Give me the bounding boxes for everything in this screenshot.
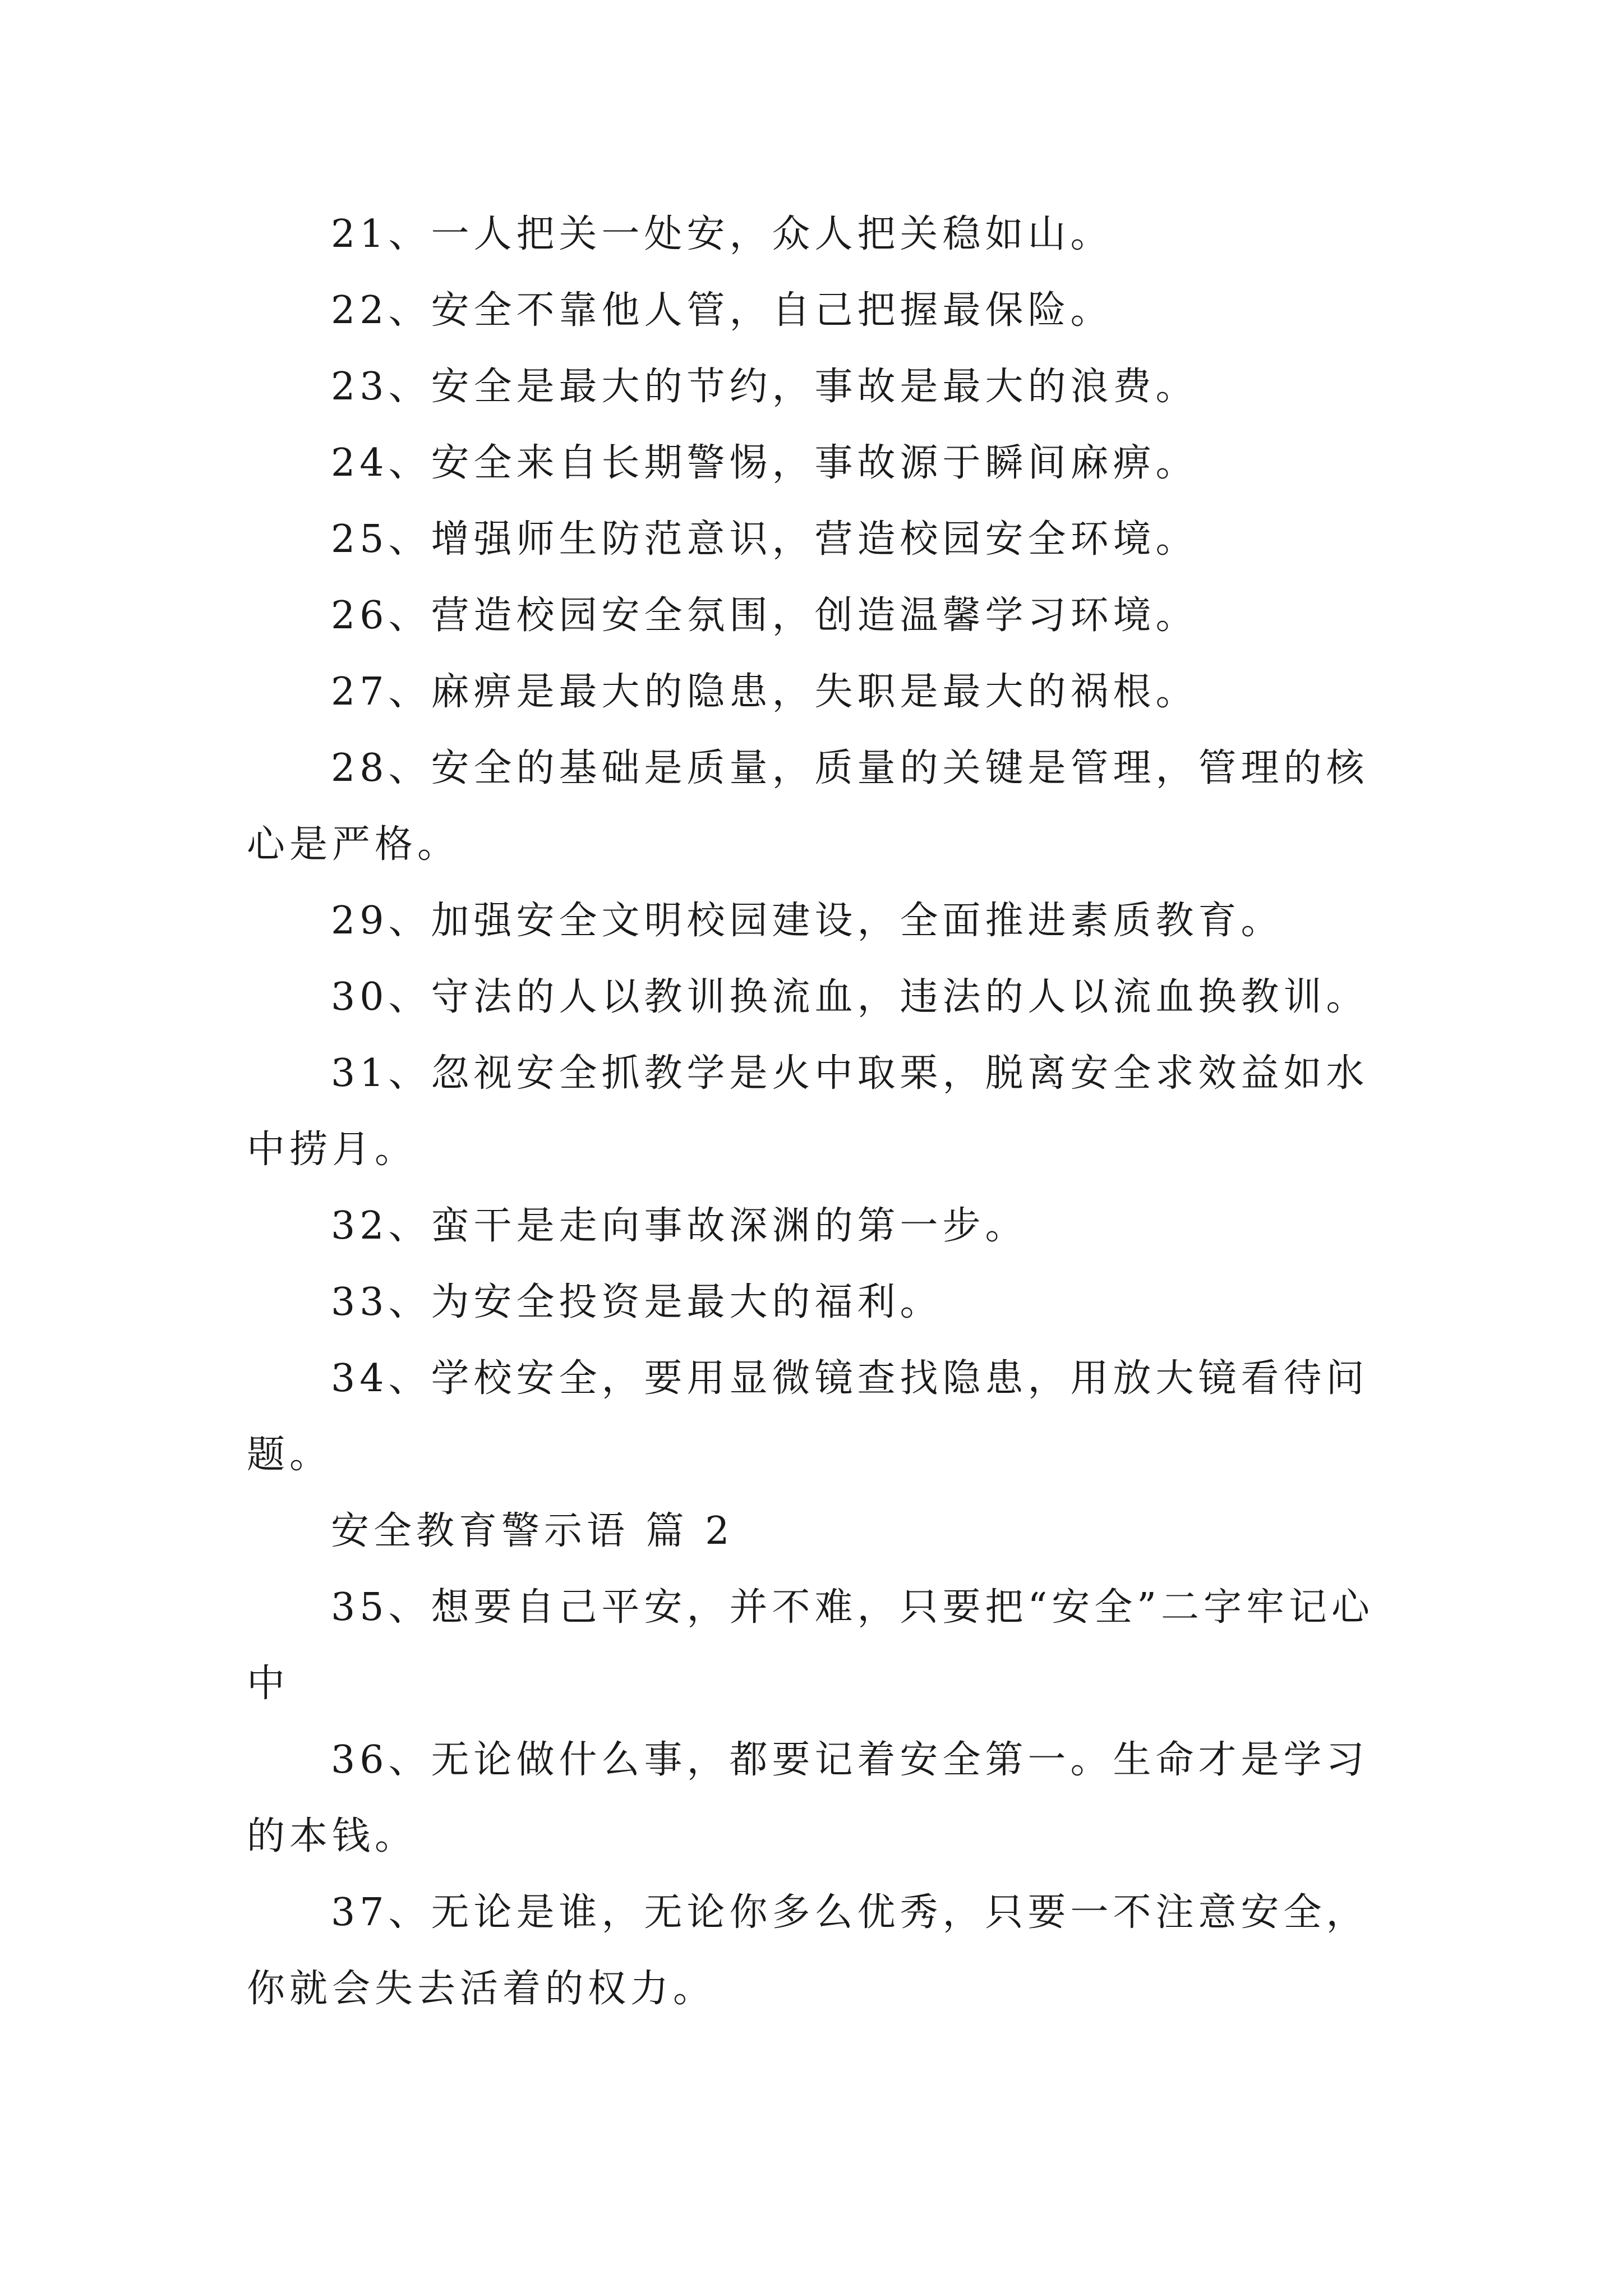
slogan-31: 31、忽视安全抓教学是火中取栗，脱离安全求效益如水中捞月。 xyxy=(247,1051,1369,1172)
slogan-27: 27、麻痹是最大的隐患，失职是最大的祸根。 xyxy=(331,670,1198,714)
document-body xyxy=(247,196,1396,2027)
slogan-21: 21、一人把关一处安，众人把关稳如山。 xyxy=(331,212,1113,256)
slogan-37: 37、无论是谁，无论你多么优秀，只要一不注意安全，你就会失去活着的权力。 xyxy=(247,1890,1369,2011)
slogan-36: 36、无论做什么事，都要记着安全第一。生命才是学习的本钱。 xyxy=(247,1738,1369,1858)
slogan-29: 29、加强安全文明校园建设，全面推进素质教育。 xyxy=(331,899,1284,943)
section-heading: 安全教育警示语 篇 2 xyxy=(331,1509,734,1553)
slogan-30: 30、守法的人以教训换流血，违法的人以流血换教训。 xyxy=(331,975,1369,1019)
slogan-32: 32、蛮干是走向事故深渊的第一步。 xyxy=(331,1204,1028,1248)
slogan-22: 22、安全不靠他人管，自己把握最保险。 xyxy=(331,288,1113,333)
slogan-26: 26、营造校园安全氛围，创造温馨学习环境。 xyxy=(331,593,1198,638)
slogan-28: 28、安全的基础是质量，质量的关键是管理，管理的核心是严格。 xyxy=(247,746,1369,867)
slogan-23: 23、安全是最大的节约，事故是最大的浪费。 xyxy=(331,365,1198,409)
slogan-33: 33、为安全投资是最大的福利。 xyxy=(331,1280,943,1324)
slogan-34: 34、学校安全，要用显微镜查找隐患，用放大镜看待问题。 xyxy=(247,1356,1369,1477)
slogan-25: 25、增强师生防范意识，营造校园安全环境。 xyxy=(331,517,1198,562)
slogan-35: 35、想要自己平安，并不难，只要把“安全”二字牢记心中 xyxy=(247,1585,1375,1706)
slogan-24: 24、安全来自长期警惕，事故源于瞬间麻痹。 xyxy=(331,441,1198,485)
